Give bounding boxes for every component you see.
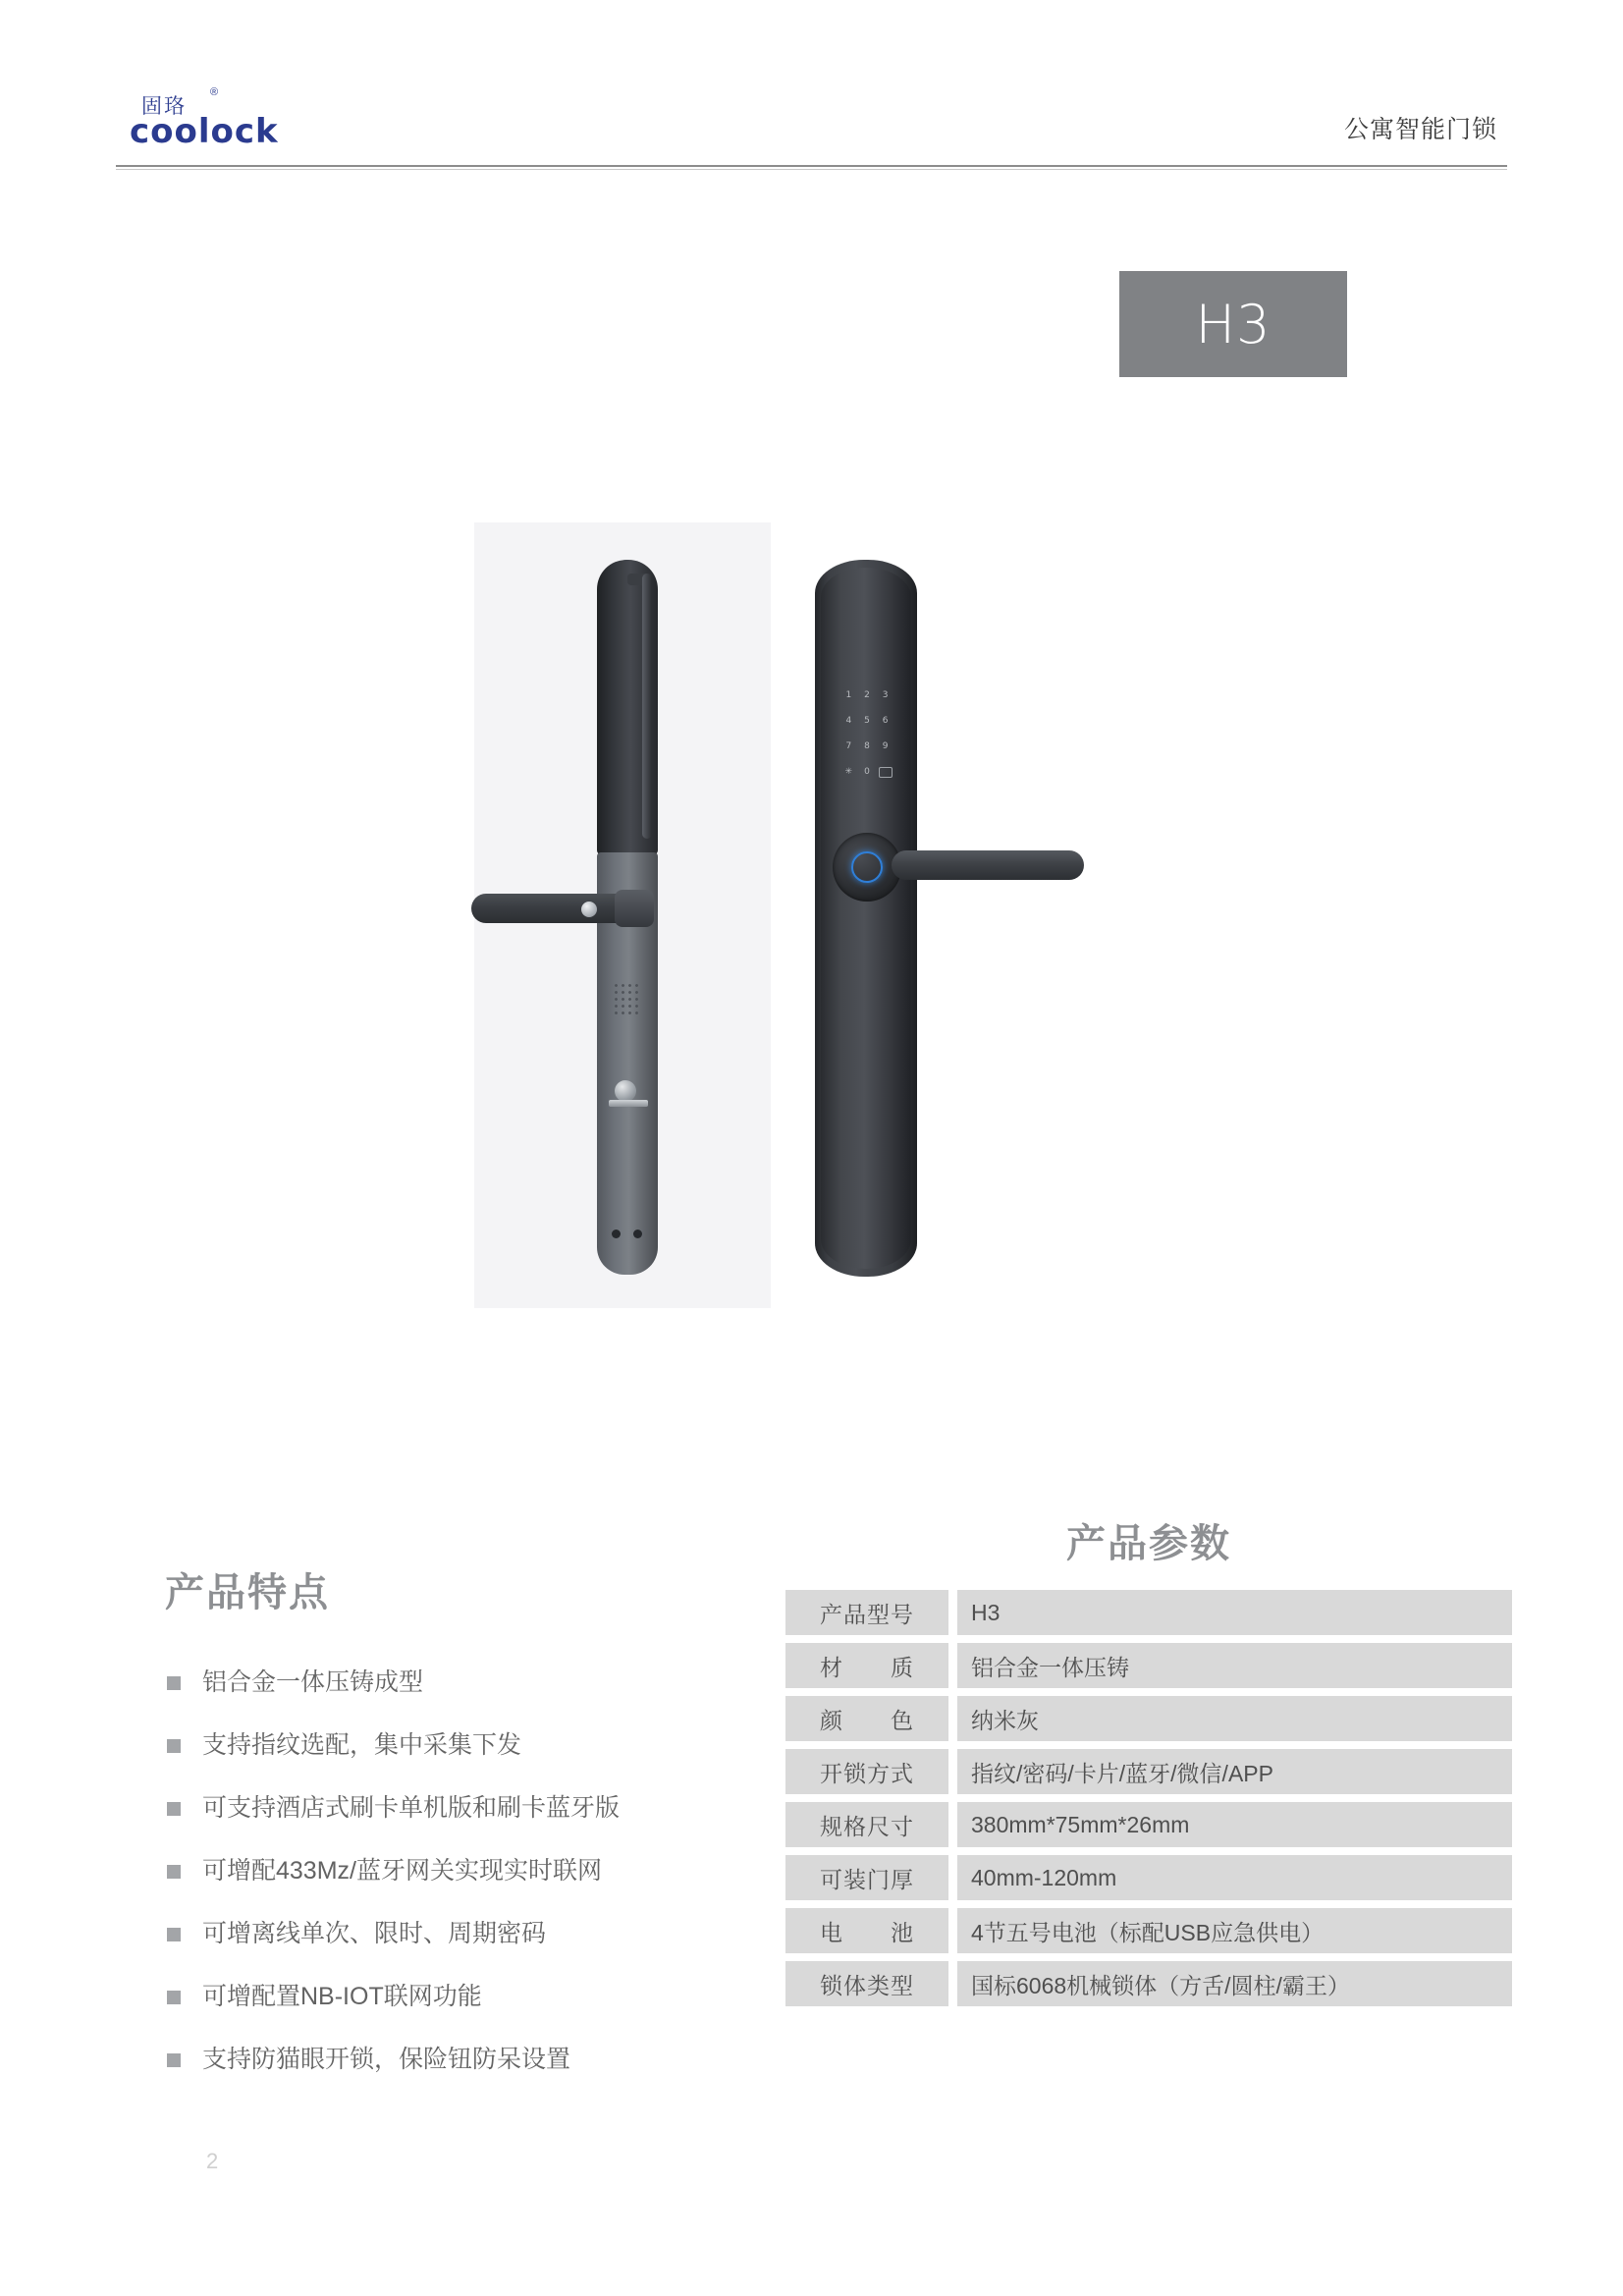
param-key: 产品型号 (785, 1590, 948, 1635)
bullet-square-icon (167, 1676, 181, 1690)
lock-front-body (815, 560, 917, 1277)
feature-text: 可增离线单次、限时、周期密码 (202, 1920, 547, 1947)
keypad-key: 2 (864, 689, 870, 700)
feature-text: 铝合金一体压铸成型 (202, 1668, 424, 1696)
table-row (785, 1749, 1512, 1794)
keypad-key: 0 (864, 766, 870, 777)
bullet-square-icon (167, 1802, 181, 1816)
param-key: 锁体类型 (785, 1961, 948, 2006)
list-item (165, 1651, 774, 1714)
logo-chinese-name: 固珞 (141, 94, 187, 118)
lock-side-top-strip (627, 574, 649, 585)
param-value: 380mm*75mm*26mm (957, 1802, 1512, 1847)
param-value: 4节五号电池（标配USB应急供电） (957, 1908, 1512, 1953)
parameters-title: 产品参数 (1066, 1522, 1231, 1565)
product-photo (461, 519, 1168, 1324)
screw-hole-icon (612, 1230, 621, 1238)
table-row (785, 1908, 1512, 1953)
logo-latin-name: coolock (130, 112, 279, 151)
bottom-screw-holes (610, 1230, 647, 1241)
table-row (785, 1643, 1512, 1688)
divider-line-thick (116, 165, 1507, 167)
bullet-square-icon (167, 1991, 181, 2004)
lock-front-handle (892, 850, 1084, 880)
lock-front-panel (821, 568, 911, 1269)
list-item (165, 1777, 774, 1839)
table-row (785, 1696, 1512, 1741)
product-parameters-section (785, 1512, 1512, 2014)
param-value: 纳米灰 (957, 1696, 1512, 1741)
param-value: 指纹/密码/卡片/蓝牙/微信/APP (957, 1749, 1512, 1794)
param-key: 材 质 (785, 1643, 948, 1688)
keyhole-ring (615, 1080, 636, 1102)
list-item (165, 1839, 774, 1902)
table-row (785, 1961, 1512, 2006)
brand-logo (126, 86, 279, 157)
page-number: 2 (206, 2149, 219, 2173)
features-title: 产品特点 (165, 1571, 330, 1614)
keypad-key: 4 (845, 715, 852, 726)
list-item (165, 1902, 774, 1965)
bullet-square-icon (167, 1865, 181, 1879)
screw-hole-icon (633, 1230, 642, 1238)
feature-text: 支持防猫眼开锁，保险钮防呆设置 (202, 2046, 571, 2073)
list-item (165, 2028, 774, 2091)
param-key: 颜 色 (785, 1696, 948, 1741)
handle-pin-icon (581, 902, 597, 917)
lock-side-upper-body (597, 560, 658, 854)
speaker-grill-icon (613, 982, 642, 1017)
registered-trademark-icon: ® (210, 86, 219, 98)
bullet-square-icon (167, 1928, 181, 1941)
product-features-section (165, 1561, 774, 2091)
param-key: 规格尺寸 (785, 1802, 948, 1847)
emergency-keyhole-icon (609, 1080, 648, 1110)
list-item (165, 1965, 774, 2028)
model-badge (1119, 271, 1347, 377)
keypad-key: 7 (845, 740, 852, 751)
keypad-key: 8 (864, 740, 870, 751)
keypad-key: 6 (882, 715, 889, 726)
keypad-key: 9 (882, 740, 889, 751)
feature-text: 支持指纹选配，集中采集下发 (202, 1731, 522, 1759)
lock-side-view (579, 560, 674, 1277)
bullet-square-icon (167, 1739, 181, 1753)
keyhole-slot (609, 1100, 648, 1107)
keypad (840, 683, 893, 784)
table-row (785, 1855, 1512, 1900)
features-list (165, 1651, 774, 2091)
lock-front-view (815, 560, 943, 1277)
keypad-key: 1 (845, 689, 852, 700)
header-divider (116, 165, 1507, 171)
keypad-key-star: ✳ (844, 766, 853, 777)
card-reader-icon (879, 767, 893, 778)
feature-text: 可增配433Mz/蓝牙网关实现实时联网 (202, 1857, 602, 1885)
param-value: 40mm-120mm (957, 1855, 1512, 1900)
lock-side-handle (471, 894, 648, 923)
page-header (0, 88, 1623, 167)
divider-line-thin (116, 169, 1507, 170)
feature-text: 可支持酒店式刷卡单机版和刷卡蓝牙版 (202, 1794, 621, 1822)
header-title: 公寓智能门锁 (1343, 116, 1497, 143)
model-badge-label: H3 (1195, 293, 1271, 355)
param-value: 国标6068机械锁体（方舌/圆柱/霸王） (957, 1961, 1512, 2006)
list-item (165, 1714, 774, 1777)
table-row (785, 1590, 1512, 1635)
keypad-key: 5 (864, 715, 870, 726)
param-key: 电 池 (785, 1908, 948, 1953)
handle-hub (615, 890, 654, 927)
param-value: H3 (957, 1590, 1512, 1635)
param-value: 铝合金一体压铸 (957, 1643, 1512, 1688)
keypad-key: 3 (882, 689, 889, 700)
param-key: 可装门厚 (785, 1855, 948, 1900)
table-row (785, 1802, 1512, 1847)
param-key: 开锁方式 (785, 1749, 948, 1794)
feature-text: 可增配置NB-IOT联网功能 (202, 1983, 482, 2010)
bullet-square-icon (167, 2053, 181, 2067)
